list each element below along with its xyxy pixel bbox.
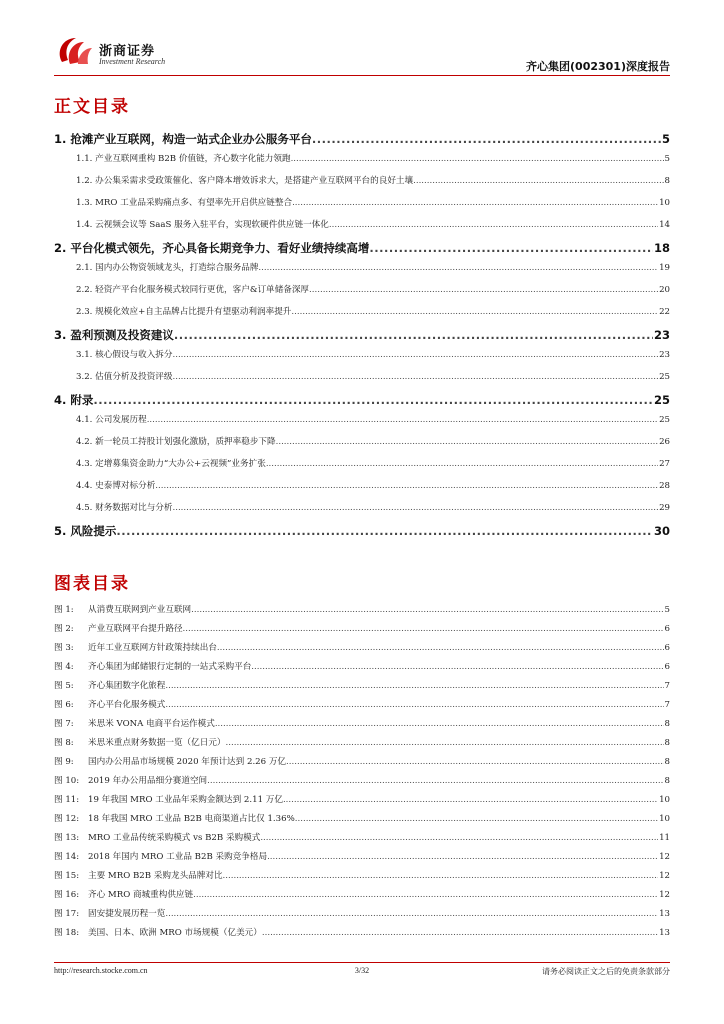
leader-dots: [260, 833, 658, 843]
entry-page: 23: [653, 328, 670, 342]
leader-dots: [223, 871, 659, 881]
leader-dots: [266, 459, 658, 469]
leader-dots: [165, 909, 658, 919]
leader-dots: [283, 795, 658, 805]
entry-label: 2. 平台化模式领先，齐心具备长期竞争力、看好业绩持续高增: [54, 241, 370, 255]
entry-label: [54, 736, 226, 748]
leader-dots: [267, 852, 658, 862]
figure-list-entry[interactable]: [54, 698, 670, 717]
figure-list: [54, 603, 670, 945]
toc-section-entry[interactable]: [54, 174, 670, 196]
figure-list-entry[interactable]: [54, 812, 670, 831]
toc-section-entry[interactable]: [54, 457, 670, 479]
toc-section-entry[interactable]: [54, 370, 670, 392]
brand-name: 浙商证券: [99, 44, 156, 59]
entry-page: 12: [659, 852, 670, 862]
entry-page: 29: [659, 503, 670, 513]
header-rule: [54, 75, 670, 76]
leader-dots: [172, 503, 658, 513]
entry-label: 4.5. 财务数据对比与分析: [76, 503, 173, 513]
entry-label: [54, 660, 251, 672]
leader-dots: [276, 437, 658, 447]
leader-dots: [329, 220, 658, 230]
leader-dots: [116, 524, 653, 538]
entry-label: 1.1. 产业互联网重构 B2B 价值链，齐心数字化能力领跑: [76, 154, 291, 164]
figure-title: 2019 年办公用品细分赛道空间: [88, 776, 208, 786]
entry-page: 12: [659, 871, 670, 881]
leader-dots: [286, 757, 664, 767]
leader-dots: [193, 890, 658, 900]
toc-chapter-entry[interactable]: [54, 327, 670, 348]
figure-list-entry[interactable]: [54, 907, 670, 926]
leader-dots: [309, 285, 658, 295]
entry-page: 8: [664, 776, 670, 786]
figure-list-entry[interactable]: [54, 755, 670, 774]
leader-dots: [369, 241, 653, 255]
entry-page: 5: [664, 605, 670, 615]
entry-label: [54, 774, 207, 786]
entry-page: 6: [664, 662, 670, 672]
leader-dots: [413, 176, 663, 186]
leader-dots: [217, 643, 664, 653]
toc-section-entry[interactable]: [54, 196, 670, 218]
entry-label: [54, 907, 165, 919]
entry-label: 4.1. 公司发展历程: [76, 415, 147, 425]
leader-dots: [207, 776, 663, 786]
entry-page: 8: [664, 738, 670, 748]
entry-page: 7: [664, 700, 670, 710]
figure-title: 2018 年国内 MRO 工业品 B2B 采购竞争格局: [88, 852, 268, 862]
entry-page: 22: [659, 307, 670, 317]
entry-page: 11: [659, 833, 670, 843]
leader-dots: [262, 928, 658, 938]
figure-number: 图 18:: [54, 928, 80, 938]
toc-heading: 正文目录: [54, 97, 130, 117]
figure-list-entry[interactable]: [54, 926, 670, 945]
toc-chapter-entry[interactable]: [54, 523, 670, 544]
entry-page: 30: [653, 524, 670, 538]
figure-number: 图 6:: [54, 700, 74, 710]
entry-label: 4. 附录: [54, 393, 94, 407]
figure-list-entry[interactable]: [54, 774, 670, 793]
toc-section-entry[interactable]: [54, 305, 670, 327]
figure-list-entry[interactable]: [54, 622, 670, 641]
leader-dots: [291, 154, 664, 164]
entry-page: 26: [659, 437, 670, 447]
entry-label: 5. 风险提示: [54, 524, 117, 538]
figure-title: 从消费互联网到产业互联网: [88, 605, 192, 615]
leader-dots: [147, 415, 658, 425]
entry-label: [54, 755, 286, 767]
figure-list-entry[interactable]: [54, 888, 670, 907]
footer-rule: [54, 962, 670, 963]
leader-dots: [191, 605, 663, 615]
figure-list-entry[interactable]: [54, 641, 670, 660]
entry-page: 6: [664, 624, 670, 634]
leader-dots: [155, 481, 658, 491]
footer-disclaimer: 请务必阅读正文之后的免责条款部分: [542, 967, 670, 976]
entry-page: 8: [664, 719, 670, 729]
figure-number: 图 8:: [54, 738, 74, 748]
entry-label: 2.2. 轻资产平台化服务模式较同行更优，客户&订单储备深厚: [76, 285, 310, 295]
entry-label: 4.2. 新一轮员工持股计划强化激励，质押率稳步下降: [76, 437, 276, 447]
toc-section-entry[interactable]: [54, 218, 670, 240]
entry-label: 3.2. 估值分析及投资评级: [76, 372, 173, 382]
entry-page: 27: [659, 459, 670, 469]
entry-page: 25: [659, 372, 670, 382]
leader-dots: [251, 662, 663, 672]
figure-title: 齐心集团数字化旅程: [88, 681, 166, 691]
entry-page: 5: [664, 154, 670, 164]
entry-label: [54, 679, 165, 691]
entry-label: [54, 831, 260, 843]
entry-label: 2.1. 国内办公物资领域龙头，打造综合服务品牌: [76, 263, 259, 273]
figure-title: 齐心集团为邮储银行定制的一站式采购平台: [88, 662, 252, 672]
toc-section-entry[interactable]: [54, 435, 670, 457]
figure-number: 图 16:: [54, 890, 80, 900]
entry-label: [54, 603, 191, 615]
figure-list-entry[interactable]: [54, 717, 670, 736]
figure-list-entry[interactable]: [54, 660, 670, 679]
entry-label: [54, 812, 295, 824]
entry-label: 4.3. 定增募集资金助力“大办公+云视频”业务扩张: [76, 459, 266, 469]
figure-number: 图 10:: [54, 776, 80, 786]
entry-page: 8: [664, 176, 670, 186]
figure-title: 齐心 MRO 商城重构供应链: [88, 890, 194, 900]
entry-page: 23: [659, 350, 670, 360]
figure-title: 齐心平台化服务模式: [88, 700, 166, 710]
leader-dots: [295, 814, 658, 824]
entry-label: 3. 盈利预测及投资建议: [54, 328, 174, 342]
figure-list-entry[interactable]: [54, 869, 670, 888]
entry-label: 2.3. 规模化效应+自主品牌占比提升有望驱动利润率提升: [76, 307, 292, 317]
entry-page: 28: [659, 481, 670, 491]
toc-section-entry[interactable]: [54, 152, 670, 174]
figure-number: 图 4:: [54, 662, 74, 672]
entry-page: 19: [659, 263, 670, 273]
table-of-contents: [54, 131, 670, 544]
toc-section-entry[interactable]: [54, 501, 670, 523]
entry-label: 3.1. 核心假设与收入拆分: [76, 350, 173, 360]
figure-title: 近年工业互联网方针政策持续出台: [88, 643, 217, 653]
entry-page: 6: [664, 643, 670, 653]
entry-page: 10: [659, 795, 670, 805]
logo-mark-icon: [54, 34, 96, 68]
figure-title: 固安捷发展历程一览: [88, 909, 166, 919]
entry-page: 10: [659, 814, 670, 824]
figure-list-entry[interactable]: [54, 850, 670, 869]
figure-number: 图 15:: [54, 871, 80, 881]
figure-title: 主要 MRO B2B 采购龙头品牌对比: [88, 871, 223, 881]
entry-label: [54, 641, 217, 653]
figure-number: 图 14:: [54, 852, 80, 862]
leader-dots: [292, 198, 658, 208]
entry-label: 1. 抢滩产业互联网，构造一站式企业办公服务平台: [54, 132, 312, 146]
entry-page: 25: [653, 393, 670, 407]
leader-dots: [174, 328, 653, 342]
leader-dots: [93, 393, 653, 407]
entry-label: [54, 622, 183, 634]
leader-dots: [165, 700, 663, 710]
figure-number: 图 17:: [54, 909, 80, 919]
entry-label: [54, 698, 165, 710]
figure-number: 图 7:: [54, 719, 74, 729]
entry-page: 5: [661, 132, 670, 146]
figure-number: 图 11:: [54, 795, 80, 805]
entry-page: 7: [664, 681, 670, 691]
entry-label: 4.4. 史泰博对标分析: [76, 481, 156, 491]
entry-page: 13: [659, 909, 670, 919]
entry-label: 1.2. 办公集采需求受政策催化、客户降本增效诉求大，是搭建产业互联网平台的良好土壤: [76, 176, 414, 186]
figures-heading: 图表目录: [54, 574, 130, 594]
figure-number: 图 2:: [54, 624, 74, 634]
figure-number: 图 5:: [54, 681, 74, 691]
entry-label: [54, 888, 193, 900]
toc-section-entry[interactable]: [54, 413, 670, 435]
entry-label: [54, 926, 262, 938]
toc-section-entry[interactable]: [54, 283, 670, 305]
leader-dots: [226, 738, 664, 748]
entry-label: [54, 717, 215, 729]
leader-dots: [183, 624, 664, 634]
entry-label: [54, 869, 223, 881]
leader-dots: [172, 350, 658, 360]
entry-page: 20: [659, 285, 670, 295]
figure-number: 图 1:: [54, 605, 74, 615]
figure-list-entry[interactable]: [54, 679, 670, 698]
toc-chapter-entry[interactable]: [54, 240, 670, 261]
figure-title: 美国、日本、欧洲 MRO 市场规模（亿美元）: [88, 928, 262, 938]
entry-label: [54, 793, 283, 805]
entry-page: 10: [659, 198, 670, 208]
entry-page: 13: [659, 928, 670, 938]
page-number: 3/32: [354, 966, 370, 975]
toc-chapter-entry[interactable]: [54, 131, 670, 152]
document-title: 齐心集团(002301)深度报告: [526, 60, 670, 73]
figure-title: 18 年我国 MRO 工业品 B2B 电商渠道占比仅 1.36%: [88, 814, 295, 824]
figure-title: 米思米重点财务数据一览（亿日元）: [88, 738, 226, 748]
entry-page: 25: [659, 415, 670, 425]
entry-page: 18: [653, 241, 670, 255]
entry-page: 14: [659, 220, 670, 230]
figure-title: 国内办公用品市场规模 2020 年预计达到 2.26 万亿: [88, 757, 287, 767]
figure-title: MRO 工业品传统采购模式 vs B2B 采购模式: [88, 833, 261, 843]
footer-url[interactable]: http://research.stocke.com.cn: [54, 966, 148, 975]
brand-subtitle: Investment Research: [99, 57, 166, 66]
leader-dots: [172, 372, 658, 382]
toc-section-entry[interactable]: [54, 261, 670, 283]
figure-number: 图 9:: [54, 757, 74, 767]
figure-number: 图 3:: [54, 643, 74, 653]
entry-label: [54, 850, 267, 862]
company-logo: [54, 34, 96, 68]
toc-section-entry[interactable]: [54, 479, 670, 501]
figure-list-entry[interactable]: [54, 603, 670, 622]
figure-title: 19 年我国 MRO 工业品年采购金额达到 2.11 万亿: [88, 795, 283, 805]
toc-chapter-entry[interactable]: [54, 392, 670, 413]
figure-list-entry[interactable]: [54, 831, 670, 850]
figure-list-entry[interactable]: [54, 736, 670, 755]
leader-dots: [165, 681, 663, 691]
entry-page: 8: [664, 757, 670, 767]
leader-dots: [312, 132, 661, 146]
leader-dots: [215, 719, 664, 729]
entry-label: 1.4. 云视频会议等 SaaS 服务入驻平台，实现软硬件供应链一体化: [76, 220, 329, 230]
figure-number: 图 12:: [54, 814, 80, 824]
figure-list-entry[interactable]: [54, 793, 670, 812]
figure-title: 产业互联网平台提升路径: [88, 624, 183, 634]
entry-page: 12: [659, 890, 670, 900]
leader-dots: [291, 307, 658, 317]
entry-label: 1.3. MRO 工业品采购痛点多、有望率先开启供应链整合: [76, 198, 293, 208]
leader-dots: [258, 263, 658, 273]
figure-number: 图 13:: [54, 833, 80, 843]
toc-section-entry[interactable]: [54, 348, 670, 370]
figure-title: 米思米 VONA 电商平台运作模式: [88, 719, 215, 729]
